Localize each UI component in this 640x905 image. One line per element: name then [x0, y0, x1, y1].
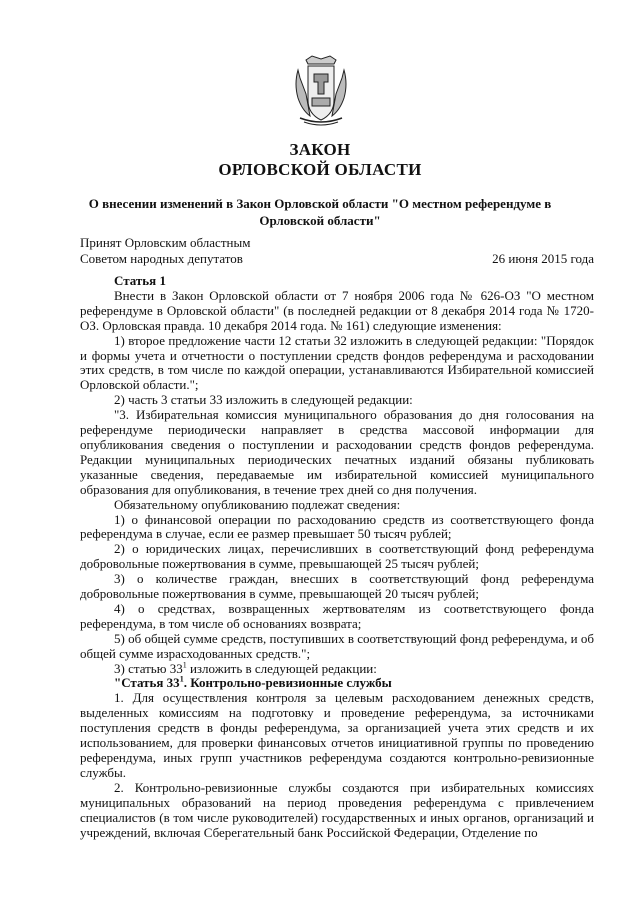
list-item: 1) о финансовой операции по расходованию средств из соответствующего фонда референдума в случае, если ее размер превышает 50 тысяч рублей;: [80, 511, 594, 542]
adoption-line-2: Советом народных депутатов: [80, 251, 243, 266]
paragraph: Обязательному опубликованию подлежат сведения:: [114, 496, 401, 512]
paragraph: Внести в Закон Орловской области от 7 ноября 2006 года № 626-ОЗ "О местном референдуме в Орловской области" (в последней редакции от 8 декабря 2014 года № 1720-ОЗ. Орловская правда. 10 декабря 2014 года. № 161) следующие изменения:: [80, 287, 594, 333]
law-subtitle: О внесении изменений в Закон Орловской области "О местном референдуме в Орловской области": [88, 196, 552, 228]
law-title: ЗАКОН: [289, 140, 351, 159]
adoption-block: [80, 235, 250, 267]
paragraph: 2. Контрольно-ревизионные службы создаются при избирательных комиссиях муниципальных образований на период проведения референдума с привлечением специалистов (в том числе руководителей) государственных и иных органов, организаций и учреждений, включая Сберегательный банк Российской Федерации, Отделение по: [80, 779, 594, 840]
paragraph: 1) второе предложение части 12 статьи 32 изложить в следующей редакции: "Порядок и формы учета и отчетности о поступлении средств фондов референдума и расходовании этих средств, в том числе по каждой операции, устанавливаются Избирательной комиссией Орловской области.";: [80, 332, 594, 393]
article-heading: Статья 1: [114, 273, 166, 288]
coat-of-arms-emblem: [290, 54, 352, 128]
list-item: 5) об общей сумме средств, поступивших в соответствующий фонд референдума, и об общей сумме израсходованных средств.";: [80, 630, 594, 661]
paragraph: 2) часть 3 статьи 33 изложить в следующей редакции:: [114, 392, 413, 408]
list-item: 4) о средствах, возвращенных жертвователям из соответствующего фонда референдума, в том числе об основаниях возврата;: [80, 600, 594, 631]
adoption-date: 26 июня 2015 года: [492, 251, 594, 266]
region-title: ОРЛОВСКОЙ ОБЛАСТИ: [218, 160, 422, 179]
list-item: 2) о юридических лицах, перечисливших в соответствующий фонд референдума добровольные пожертвования в сумме, превышающей 25 тысяч рублей;: [80, 541, 594, 572]
paragraph: 3) статью $33^1$ изложить в следующей редакции:: [114, 660, 377, 676]
sub-article-heading: "Статья $33^1$. Контрольно-ревизионные службы: [114, 675, 392, 691]
paragraph: 1. Для осуществления контроля за целевым расходованием денежных средств, выделенных комиссиям на подготовку и проведение референдума, за источниками поступления средств в фонды референдума, за организацией учета этих средств и их использованием, для проверки финансовых отчетов инициативной группы по проведению референдума, иных групп участников референдума создаются контрольно-ревизионные службы.: [80, 690, 594, 780]
list-item: 3) о количестве граждан, внесших в соответствующий фонд референдума добровольные пожертвования в сумме, превышающей 20 тысяч рублей;: [80, 571, 594, 602]
law-body: [80, 270, 594, 840]
paragraph: "3. Избирательная комиссия муниципального образования до дня голосования на референдуме периодически направляет в средства массовой информации для опубликования сведения о поступлении и расходовании средств фондов референдума. Редакции муниципальных периодических печатных изданий обязаны публиковать указанные сведения, передаваемые им избирательной комиссией муниципального образования для опубликования, в течение трех дней со дня получения.: [80, 407, 594, 497]
adoption-line-1: Принят Орловским областным: [80, 235, 251, 250]
